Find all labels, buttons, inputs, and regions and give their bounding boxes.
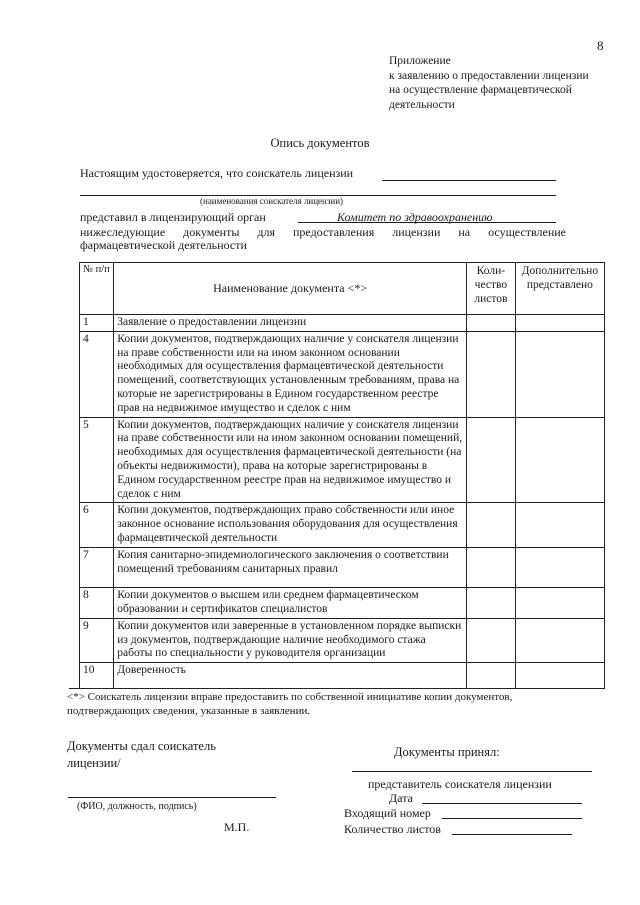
row-document-name: Копии документов или заверенные в установленном порядке выписки из документов, подтверждающие наличие необходимого стажа работы по специальности у руководителя организации bbox=[114, 618, 467, 662]
accepted-title: Документы принял: bbox=[394, 745, 500, 759]
footnote-divider bbox=[69, 688, 113, 689]
date-field[interactable] bbox=[422, 803, 582, 804]
row-additional-cell[interactable] bbox=[515, 663, 604, 689]
appendix-note bbox=[389, 54, 619, 112]
appendix-line: Приложение bbox=[389, 55, 451, 67]
applicant-name-field[interactable] bbox=[382, 180, 556, 181]
header-name: Наименование документа <*> bbox=[114, 263, 467, 315]
appendix-line: деятельности bbox=[389, 98, 455, 111]
row-additional-cell[interactable] bbox=[515, 618, 604, 662]
date-label: Дата bbox=[389, 791, 413, 805]
table-row bbox=[80, 331, 605, 417]
row-number: 4 bbox=[80, 331, 114, 417]
row-additional-cell[interactable] bbox=[515, 331, 604, 417]
row-count-cell[interactable] bbox=[467, 503, 516, 547]
following-line: нижеследующие документы для предоставления лицензии на осуществление bbox=[80, 225, 566, 239]
row-number: 8 bbox=[80, 587, 114, 618]
stamp-label: М.П. bbox=[224, 820, 250, 834]
applicant-hint: (наименования соискателя лицензии) bbox=[200, 196, 344, 206]
appendix-line: к заявлению о предоставлении лицензии bbox=[389, 69, 589, 82]
header-count: Коли-чество листов bbox=[467, 263, 516, 315]
row-additional-cell[interactable] bbox=[515, 315, 604, 332]
table-row bbox=[80, 503, 605, 547]
sheets-count-field[interactable] bbox=[452, 834, 572, 835]
row-number: 9 bbox=[80, 618, 114, 662]
table-row bbox=[80, 547, 605, 587]
row-number: 7 bbox=[80, 547, 114, 587]
fio-hint: (ФИО, должность, подпись) bbox=[77, 801, 197, 812]
row-document-name: Доверенность bbox=[114, 663, 467, 689]
certify-line: Настоящим удостоверяется, что соискатель лицензии bbox=[80, 166, 354, 180]
table-row bbox=[80, 587, 605, 618]
submitter-signature-field[interactable] bbox=[68, 797, 276, 798]
row-additional-cell[interactable] bbox=[515, 547, 604, 587]
row-number: 5 bbox=[80, 417, 114, 503]
accepted-signature-field[interactable] bbox=[352, 771, 592, 772]
incoming-number-label: Входящий номер bbox=[344, 806, 431, 820]
table-row bbox=[80, 417, 605, 503]
documents-table bbox=[79, 262, 605, 689]
row-document-name: Копии документов, подтверждающих наличие у соискателя лицензии на праве собственности или на ином законном основании помещений, необходимых для осуществления фармацевтической деятельности (на объекты недвижимости), права на которые зарегистрированы в Едином государственном реестре прав на недвижимое имущество и сделок с ним bbox=[114, 417, 467, 503]
document-title: Опись документов bbox=[270, 136, 370, 150]
submitted-title: Документы сдал соискатель лицензии/ bbox=[67, 739, 216, 770]
row-number: 10 bbox=[80, 663, 114, 689]
footnote: <*> Соискатель лицензии вправе предоставить по собственной инициативе копии документов, подтверждающих сведения, указанные в заявлении. bbox=[67, 691, 513, 717]
header-number: № п/п bbox=[80, 263, 114, 315]
sheets-count-label: Количество листов bbox=[344, 822, 441, 836]
row-count-cell[interactable] bbox=[467, 663, 516, 689]
row-count-cell[interactable] bbox=[467, 315, 516, 332]
table-row bbox=[80, 315, 605, 332]
row-additional-cell[interactable] bbox=[515, 417, 604, 503]
row-document-name: Заявление о предоставлении лицензии bbox=[114, 315, 467, 332]
header-additional: Дополнительно представлено bbox=[515, 263, 604, 315]
appendix-line: на осуществление фармацевтической bbox=[389, 84, 572, 96]
page-number: 8 bbox=[597, 38, 604, 53]
row-document-name: Копии документов о высшем или среднем фармацевтическом образовании и сертификатов специалистов bbox=[114, 587, 467, 618]
row-number: 6 bbox=[80, 503, 114, 547]
presented-line: представил в лицензирующий орган bbox=[80, 210, 266, 224]
row-additional-cell[interactable] bbox=[515, 503, 604, 547]
row-document-name: Копии документов, подтверждающих право собственности или иное законное основание использования оборудования для осуществления фармацевтической деятельности bbox=[114, 503, 467, 547]
activity-line: фармацевтической деятельности bbox=[80, 238, 247, 252]
row-count-cell[interactable] bbox=[467, 331, 516, 417]
row-count-cell[interactable] bbox=[467, 618, 516, 662]
row-count-cell[interactable] bbox=[467, 547, 516, 587]
incoming-number-field[interactable] bbox=[442, 818, 582, 819]
table-row bbox=[80, 663, 605, 689]
authority-name: Комитет по здравоохранению bbox=[337, 210, 493, 224]
row-number: 1 bbox=[80, 315, 114, 332]
row-document-name: Копия санитарно-эпидемиологического заключения о соответствии помещений требованиям санитарных правил bbox=[114, 547, 467, 587]
table-header-row bbox=[80, 263, 605, 315]
row-document-name: Копии документов, подтверждающих наличие у соискателя лицензии на праве собственности или на ином законном основании необходимых для осуществления фармацевтической деятельности помещений, соответствующих установленным требованиям, права на которые не зарегистрированы в Едином государственном реестре прав на недвижимое имущество и сделок с ним bbox=[114, 331, 467, 417]
table-row bbox=[80, 618, 605, 662]
row-count-cell[interactable] bbox=[467, 417, 516, 503]
representative-label: представитель соискателя лицензии bbox=[368, 777, 552, 791]
row-additional-cell[interactable] bbox=[515, 587, 604, 618]
row-count-cell[interactable] bbox=[467, 587, 516, 618]
